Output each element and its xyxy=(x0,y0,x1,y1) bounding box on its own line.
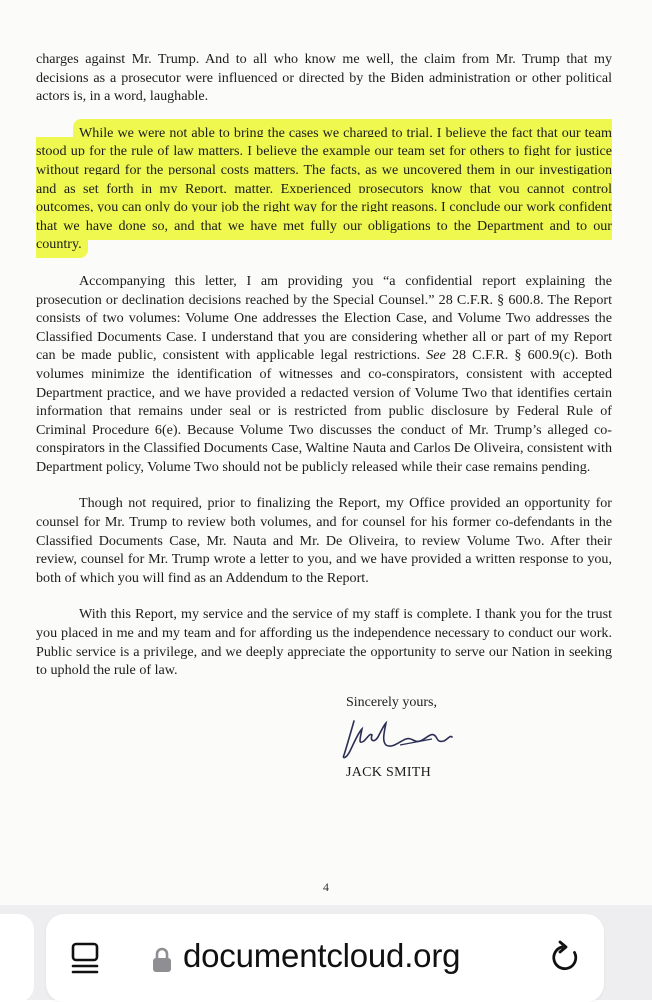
underlined-phrase-trial: bring the cases we charged to trial xyxy=(233,124,430,141)
lock-icon xyxy=(152,947,172,978)
highlight-region: While we were not able to bring the cases we charged to trial, I believe the fact that our team stood up for the rule of law matters. I believe the example our team set for others to fight for justice without regard for the personal costs matters. The facts, as we uncovered them in our investigation and as set forth in my Report, matter. Experienced prosecutors know that you cannot control outcomes, you can only do your job the right way for the right reasons. I conclude our work confident that we have done so, and that we have met fully our obligations to the Department and to our country. xyxy=(36,124,612,253)
previous-tab-preview[interactable] xyxy=(0,914,34,1002)
page-number: 4 xyxy=(323,880,329,894)
signature-block xyxy=(346,695,546,781)
url-text[interactable]: documentcloud.org xyxy=(183,937,461,974)
paragraph-3: Accompanying this letter, I am providing you “a confidential report explaining the prosecution or declination decisions reached by the Special Counsel.” 28 C.F.R. § 600.8. The Report consists of two volumes: Volume One addresses the Election Case, and Volume Two addresses the Classified Documents Case. I understand that you are considering whether all or part of my Report can be made public, consistent with applicable legal restrictions. See 28 C.F.R. § 600.9(c). Both volumes minimize the identification of witnesses and co-conspirators, consistent with accepted Department practice, and we have provided a redacted version of Volume Two that identifies certain information that remains under seal or is restricted from public disclosure by Federal Rule of Criminal Procedure 6(e). Because Volume Two discusses the conduct of Mr. Trump’s alleged co-conspirators in the Classified Documents Case, Waltine Nauta and Carlos De Oliveira, consistent with Department policy, Volume Two should not be publicly released while their case remains pending. xyxy=(36,272,613,475)
browser-bottom-toolbar xyxy=(0,905,652,1000)
address-bar[interactable] xyxy=(46,914,604,1002)
underlined-phrase-rule-of-law: I believe the fact that our team stood up for the rule of law matters xyxy=(36,124,612,160)
paragraph-5: With this Report, my service and the service of my staff is complete. I thank you for the trust you placed in me and my team and for affording us the independence necessary to conduct our work. Public service is a privilege, and we deeply appreciate the opportunity to serve our Nation in seeking to uphold the rule of law. xyxy=(36,606,612,679)
reload-icon[interactable] xyxy=(550,940,582,981)
paragraph-1: charges against Mr. Trump. And to all who know me well, the claim from Mr. Trump that my decisions as a prosecutor were influenced or directed by the Biden administration or other political actors is, in a word, laughable. xyxy=(36,51,612,105)
letter-body xyxy=(36,50,612,680)
underlined-phrase-facts: The facts, as we uncovered them in our investigation and as set forth in my Report, matter xyxy=(36,161,612,197)
paragraph-4: Though not required, prior to finalizing the Report, my Office provided an opportunity for counsel for Mr. Trump to review both volumes, and for counsel for his former co-defendants in the Classified Documents Case, Mr. Nauta and Mr. De Oliveira, to review Volume Two. After their review, counsel for Mr. Trump wrote a letter to you, and we have provided a written response to you, both of which you will find as an Addendum to the Report. xyxy=(36,495,612,586)
signer-name: JACK SMITH xyxy=(346,765,432,780)
signature-scribble xyxy=(340,715,460,763)
page-menu-icon[interactable] xyxy=(70,942,100,979)
paragraph-2-highlighted xyxy=(36,124,612,254)
closing-text: Sincerely yours, xyxy=(346,695,437,710)
